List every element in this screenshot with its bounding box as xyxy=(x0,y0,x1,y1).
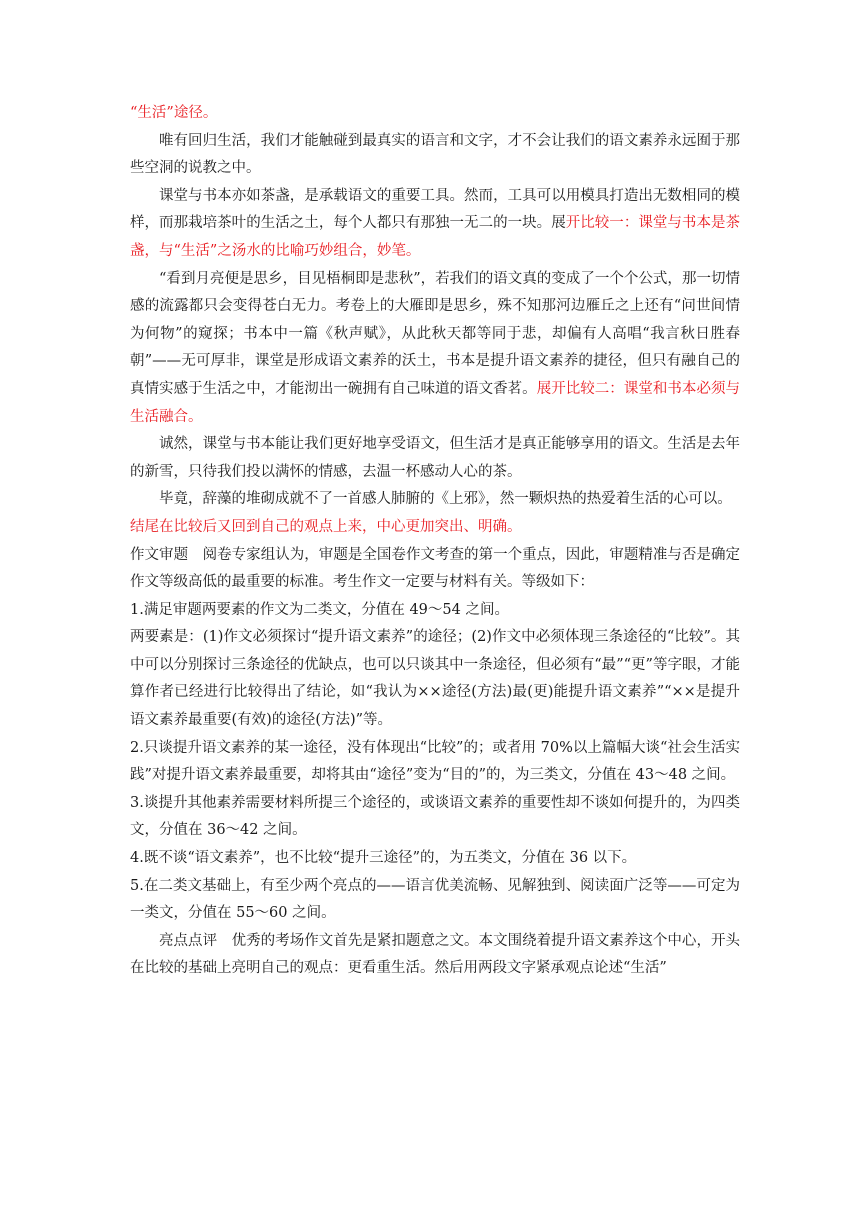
paragraph xyxy=(130,624,740,734)
paragraph xyxy=(130,790,740,845)
paragraph xyxy=(130,431,740,486)
text-segment: 阅卷专家组认为，审题是全国卷作文考查的第一个重点，因此，审题精准与否是确定作文等级高低的最重要的标准。考生作文一定要与材料有关。等级如下： xyxy=(130,546,741,591)
paragraph xyxy=(130,100,740,128)
section-label: 亮点点评 xyxy=(159,932,218,949)
text-segment: 4.既不谈“语文素养”，也不比较“提升三途径”的，为五类文，分值在 36 以下。 xyxy=(130,850,637,867)
text-segment: 毕竟，辞藻的堆砌成就不了一首感人肺腑的《上邪》，然一颗炽热的热爱着生活的心可以。 xyxy=(159,491,732,508)
text-segment: 优秀的考场作文首先是紧扣题意之文。本文围绕着提升语文素养这个中心，开头在比较的基础上亮明自己的观点：更看重生活。然后用两段文字紧承观点论述“生活” xyxy=(130,932,741,977)
document-page xyxy=(130,100,740,983)
text-segment: 诚然，课堂与书本能让我们更好地享受语文，但生活才是真正能够享用的语文。生活是去年的新雪，只待我们投以满怀的情感，去温一杯感动人心的茶。 xyxy=(130,436,740,480)
text-segment: 2.只谈提升语文素养的某一途径，没有体现出“比较”的；或者用 70%以上篇幅大谈“社会生活实践”对提升语文素养最重要，却将其由“途径”变为“目的”的，为三类文，分值在 43～48 之间。 xyxy=(130,739,740,784)
text-segment: “看到月亮便是思乡，目见梧桐即是悲秋”，若我们的语文真的变成了一个个公式，那一切情感的流露都只会变得苍白无力。考卷上的大雁即是思乡，殊不知那河边雁丘之上还有“问世间情为何物”的窥探；书本中一篇《秋声赋》，从此秋天都等同于悲，却偏有人高唱“我言秋日胜春朝”——无可厚非，课堂是形成语文素养的沃土，书本是提升语文素养的捷径，但只有融自己的真情实感于生活之中，才能沏出一碗拥有自己味道的语文香茗。 xyxy=(130,270,740,397)
text-segment: 3.谈提升其他素养需要材料所提三个途径的，或谈语文素养的重要性却不谈如何提升的，为四类文，分值在 36～42 之间。 xyxy=(130,794,740,839)
text-segment: 课堂与书本亦如茶盏，是承载语文的重要工具。然而，工具可以用模具打造出无数相同的模样，而那栽培茶叶的生活之土，每个人都只有那独一无二的一块。展 xyxy=(130,187,740,232)
paragraph xyxy=(130,514,740,542)
text-segment: 两要素是：(1)作文必须探讨“提升语文素养”的途径；(2)作文中必须体现三条途径的“比较”。其中可以分别探讨三条途径的优缺点，也可以只谈其中一条途径，但必须有“最”“更”等字眼，才能算作者已经进行比较得出了结论，如“我认为××途径(方法)最(更)能提升语文素养”“××是提升语文素养最重要(有效)的途径(方法)”等。 xyxy=(130,629,740,729)
paragraph xyxy=(130,928,740,983)
annotation-comment: 开比较一：课堂与书本是茶盏，与“生活”之汤水的比喻巧妙组合，妙笔。 xyxy=(130,215,741,259)
text-segment: 1.满足审题两要素的作文为二类文，分值在 49～54 之间。 xyxy=(130,601,509,618)
section-label: 作文审题 xyxy=(130,546,189,563)
text-segment: 5.在二类文基础上，有至少两个亮点的——语言优美流畅、见解独到、阅读面广泛等——可定为一类文，分值在 55～60 之间。 xyxy=(130,877,740,922)
paragraph xyxy=(130,873,740,928)
paragraph xyxy=(130,845,740,873)
annotation-comment: 展开比较二：课堂和书本必须与生活融合。 xyxy=(130,380,741,425)
paragraph xyxy=(130,128,740,183)
paragraph xyxy=(130,183,740,266)
paragraph xyxy=(130,266,740,432)
paragraph xyxy=(130,486,740,514)
annotation-comment: 结尾在比较后又回到自己的观点上来，中心更加突出、明确。 xyxy=(130,518,522,535)
paragraph xyxy=(130,735,740,790)
text-segment: 唯有回归生活，我们才能触碰到最真实的语言和文字，才不会让我们的语文素养永远囿于那些空洞的说教之中。 xyxy=(130,132,740,177)
paragraph xyxy=(130,542,740,597)
text-segment: “生活”途径。 xyxy=(130,105,218,121)
paragraph xyxy=(130,597,740,625)
